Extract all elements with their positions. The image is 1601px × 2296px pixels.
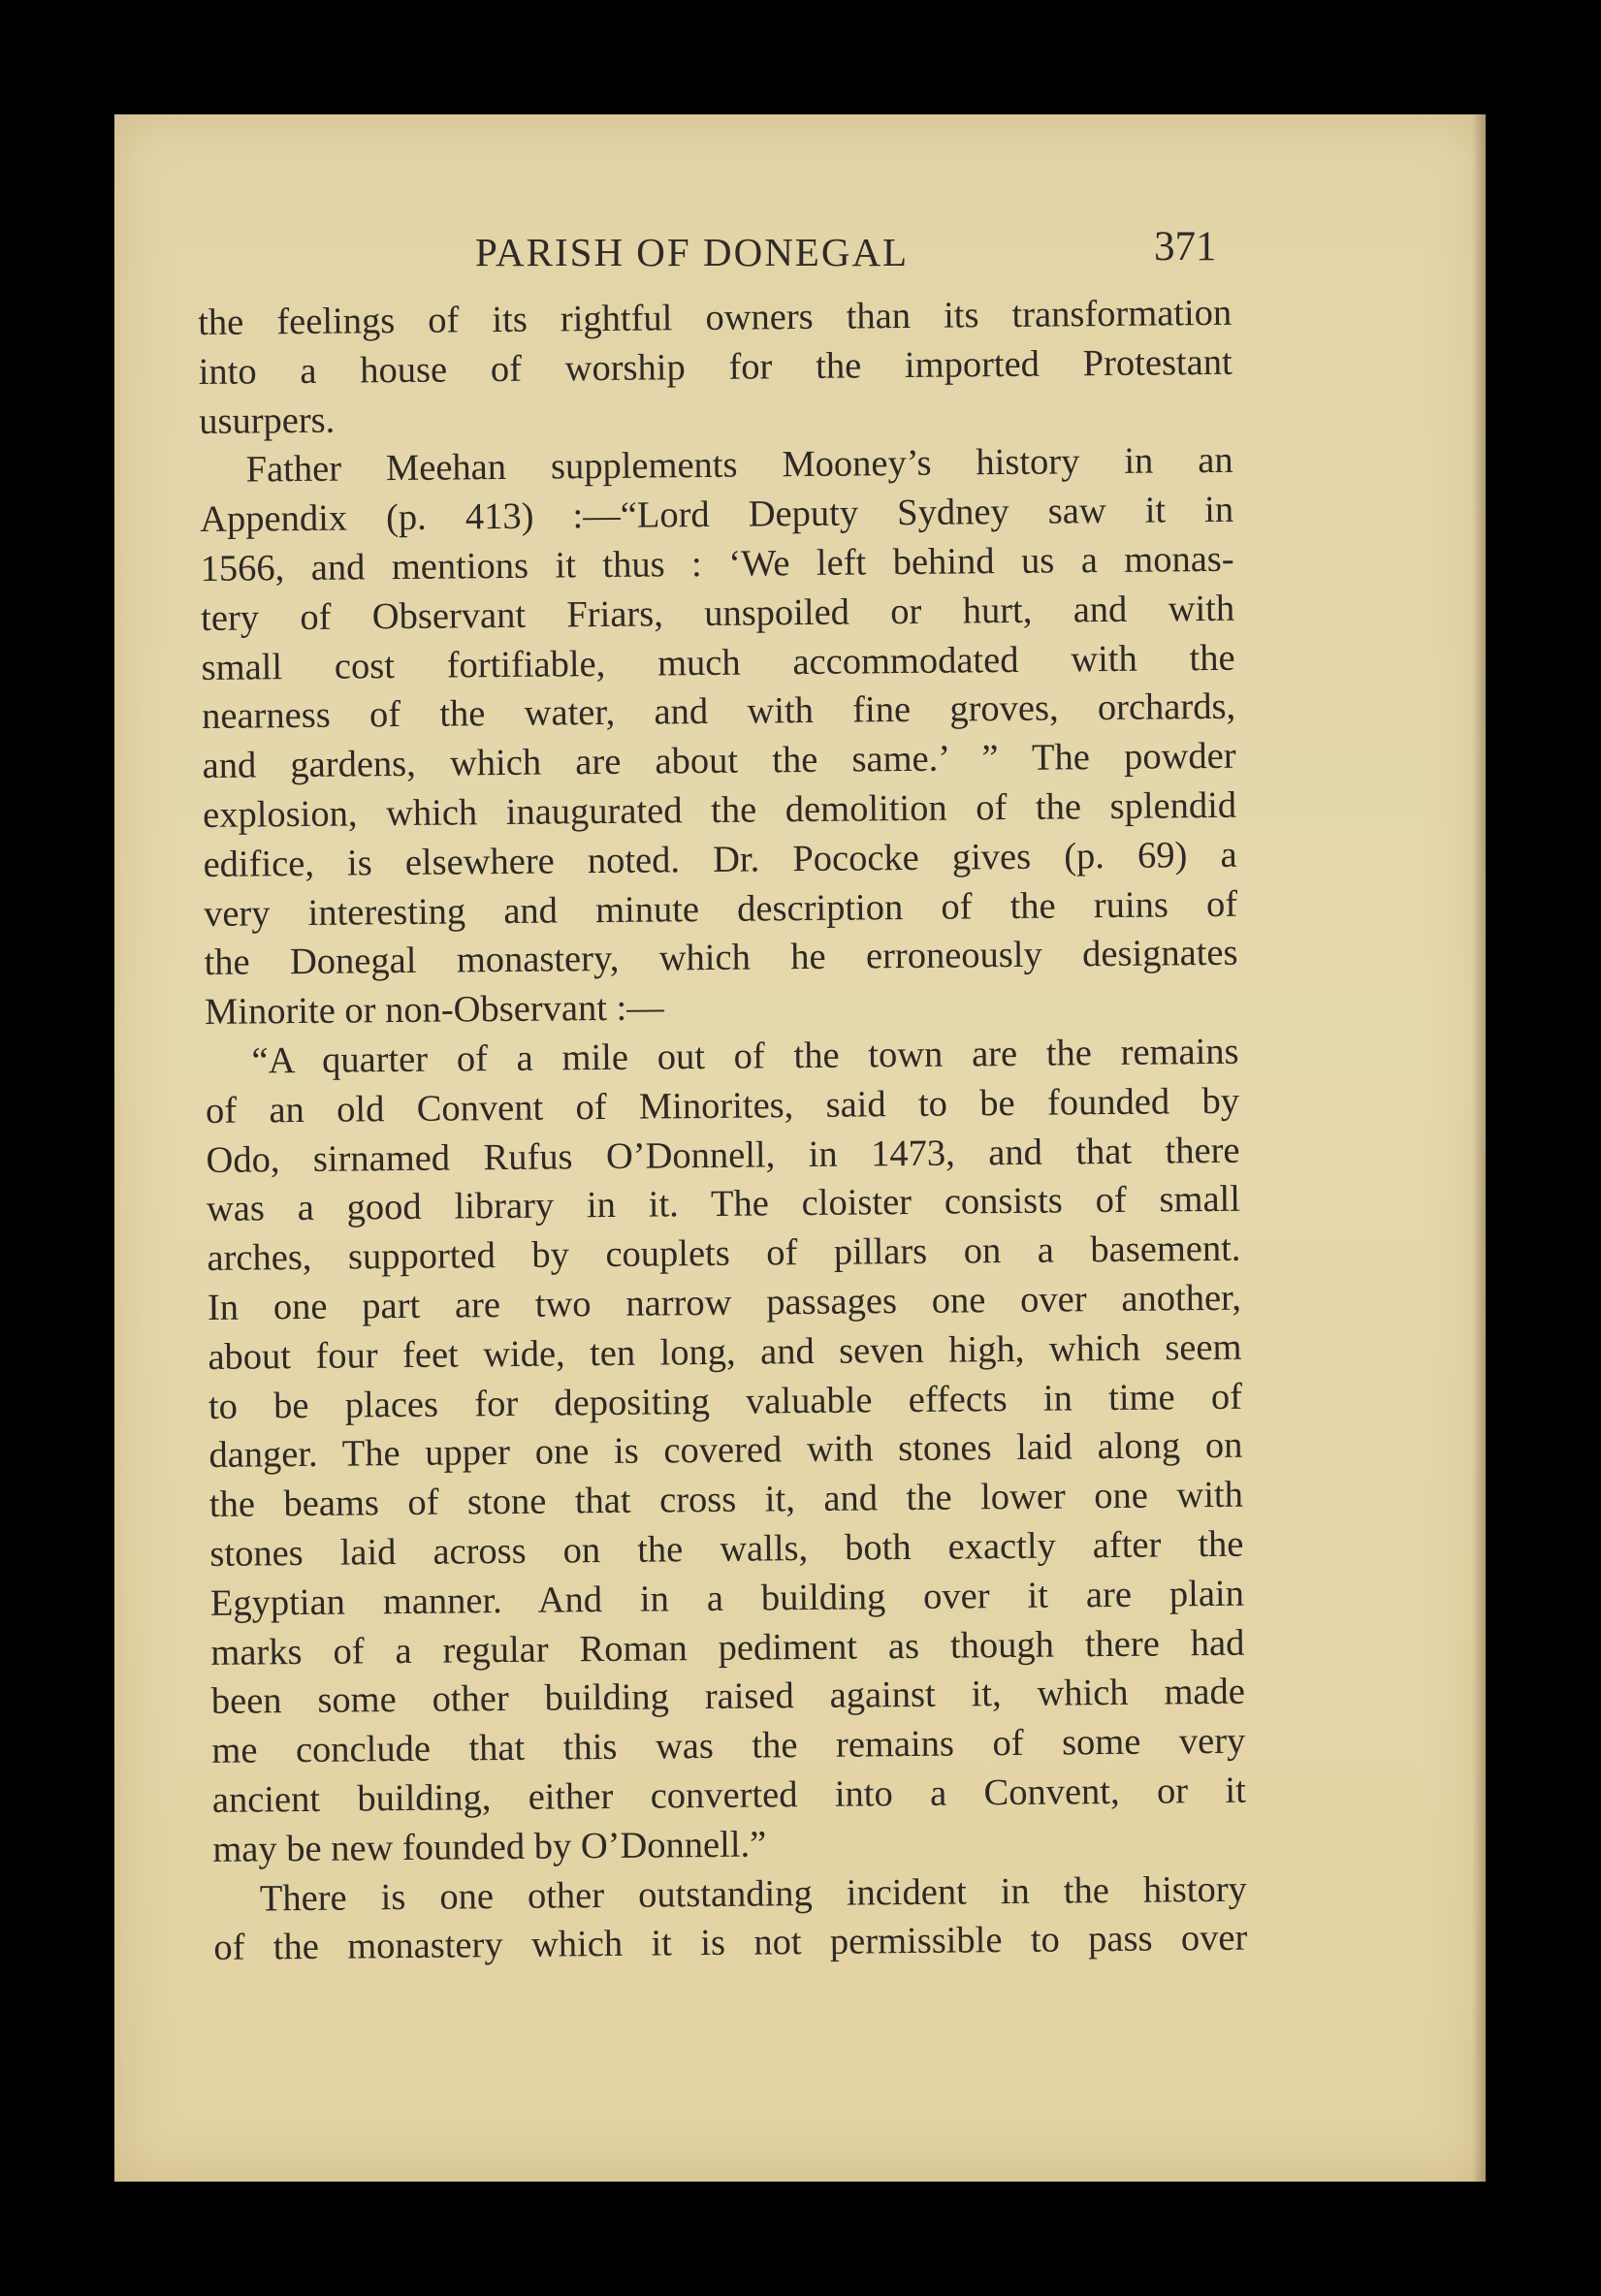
text-line: the feelings of its rightful owners than its transformation — [198, 292, 1233, 343]
text-line: was a good library in it. The cloister consists of small — [206, 1179, 1241, 1230]
page-number: 371 — [1154, 224, 1217, 270]
text-line: Minorite or non-Observant :— — [204, 987, 664, 1034]
text-line: to be places for depositing valuable effects in time of — [208, 1376, 1243, 1427]
text-line: edifice, is elsewhere noted. Dr. Pococke gives (p. 69) a — [203, 834, 1237, 885]
text-line: There is one other outstanding incident in the history — [259, 1868, 1247, 1919]
text-line: usurpers. — [199, 399, 336, 442]
text-line: tery of Observant Friars, unspoiled or hurt, and with — [200, 588, 1235, 639]
body-text — [198, 289, 1248, 1973]
text-line: In one part are two narrow passages one over another, — [207, 1277, 1242, 1328]
text-line: nearness of the water, and with fine groves, orchards, — [201, 686, 1236, 738]
text-line: been some other building raised against it, which made — [210, 1672, 1246, 1723]
text-line: into a house of worship for the imported Protestant — [198, 341, 1233, 393]
text-line: explosion, which inaugurated the demolition of the splendid — [202, 784, 1237, 836]
running-head: PARISH OF DONEGAL — [475, 230, 910, 274]
text-line: about four feet wide, ten long, and seven high, which seem — [208, 1326, 1242, 1378]
text-line: small cost fortifiable, much accommodated with the — [201, 637, 1235, 688]
text-line: of the monastery which it is not permissible to pass over — [213, 1917, 1248, 1969]
text-line: Appendix (p. 413) :—“Lord Deputy Sydney saw it in — [199, 489, 1234, 541]
text-line: of an old Convent of Minorites, said to be founded by — [205, 1080, 1240, 1132]
text-line: very interesting and minute description of the ruins of — [203, 883, 1238, 935]
text-line: 1566, and mentions it thus : ‘We left behind us a monas- — [200, 538, 1234, 590]
text-line: the Donegal monastery, which he erroneously designates — [204, 933, 1238, 984]
text-line: arches, supported by couplets of pillars on a basement. — [207, 1228, 1241, 1280]
text-line: Odo, sirnamed Rufus O’Donnell, in 1473, and that there — [206, 1130, 1240, 1181]
text-line: me conclude that this was the remains of some very — [211, 1720, 1246, 1772]
text-line: marks of a regular Roman pediment as though there had — [210, 1622, 1245, 1674]
text-line: “A quarter of a mile out of the town are the remains — [251, 1031, 1239, 1082]
text-line: ancient building, either converted into a Convent, or it — [211, 1770, 1247, 1821]
text-line: may be new founded by O’Donnell.” — [212, 1824, 767, 1870]
text-line: danger. The upper one is covered with stones laid along on — [208, 1425, 1243, 1477]
text-line: and gardens, which are about the same.’ ” The powder — [202, 735, 1236, 787]
text-line: the beams of stone that cross it, and the lower one with — [208, 1474, 1244, 1526]
text-line: stones laid across on the walls, both exactly after the — [209, 1523, 1244, 1575]
book-page — [114, 114, 1486, 2182]
text-line: Egyptian manner. And in a building over it are plain — [209, 1573, 1245, 1624]
text-line: Father Meehan supplements Mooney’s history in an — [245, 440, 1233, 491]
